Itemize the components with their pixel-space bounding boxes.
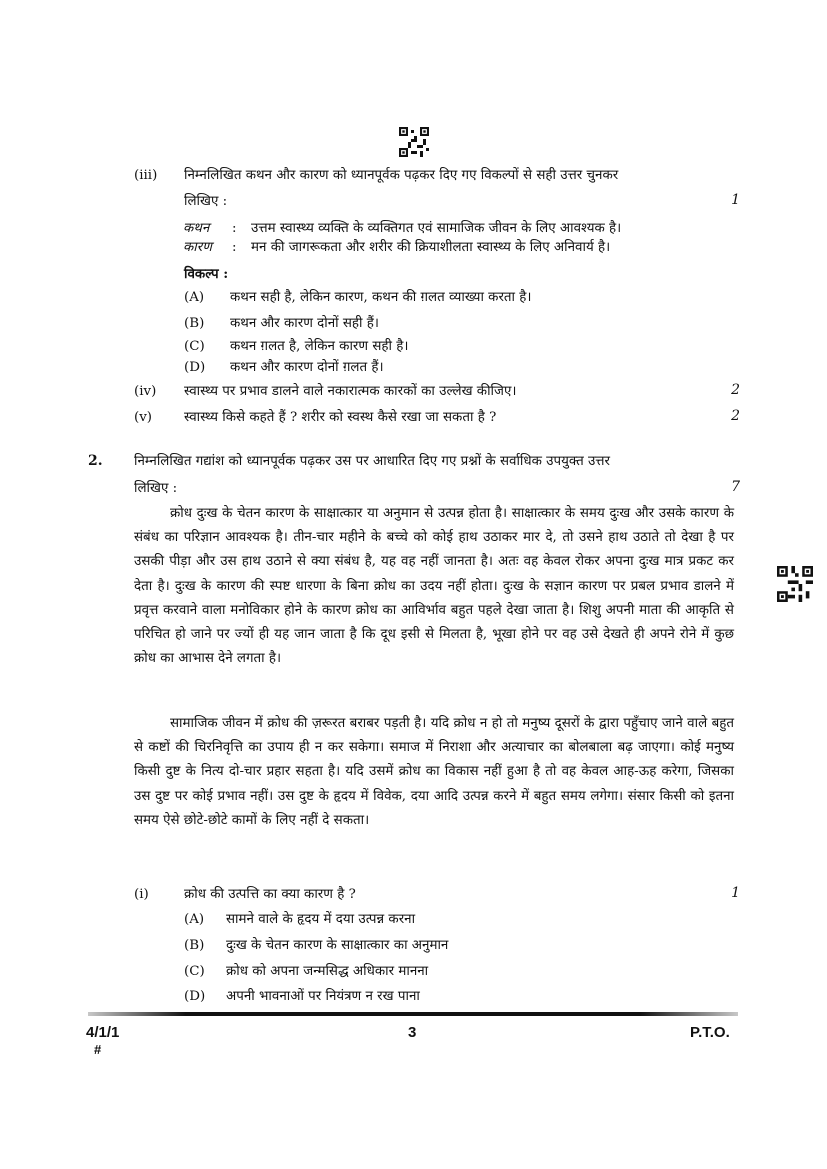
q-iv-label: (iv)	[134, 384, 157, 399]
karan-label: कारण	[183, 240, 212, 255]
option-key: (A)	[184, 912, 205, 927]
q-v-label: (v)	[134, 410, 153, 425]
option-key: (C)	[184, 964, 205, 979]
q-iv-marks: 2	[731, 382, 740, 398]
q2-instruction-line2: लिखिए :	[134, 481, 178, 496]
page-number: 3	[408, 1024, 417, 1041]
q-iv-text: स्वास्थ्य पर प्रभाव डालने वाले नकारात्मक कारकों का उल्लेख कीजिए।	[184, 384, 517, 399]
q2-i-label: (i)	[134, 887, 149, 902]
q2-i-text: क्रोध की उत्पत्ति का क्या कारण है ?	[184, 887, 356, 902]
q2-instruction-line1: निम्नलिखित गद्यांश को ध्यानपूर्वक पढ़कर उस पर आधारित दिए गए प्रश्नों के सर्वाधिक उपयुक्त उत्तर	[134, 454, 611, 469]
q2-number: 2.	[88, 453, 103, 469]
footer-rule	[88, 1012, 738, 1016]
q-iii-text-line2: लिखिए :	[184, 194, 228, 209]
hash-mark: #	[94, 1042, 102, 1057]
option-text: कथन और कारण दोनों ग़लत हैं।	[230, 360, 384, 375]
option-key: (D)	[184, 989, 206, 1004]
passage-paragraph-1: क्रोध दुःख के चेतन कारण के साक्षात्कार या अनुमान से उत्पन्न होता है। साक्षात्कार के समय दुःख और उसके कारण के संबंध का परिज्ञान आवश्यक है। तीन-चार महीने के बच्चे को कोई हाथ उठाकर मार दे, तो उसने हाथ उठाते तो देखा है पर उसकी पीड़ा और उस हाथ उठाने से क्या संबंध है, यह वह नहीं जानता है। अतः वह केवल रोकर अपना दुःख मात्र प्रकट कर देता है। दुःख के कारण की स्पष्ट धारणा के बिना क्रोध का उदय नहीं होता। दुःख के सज्ञान कारण पर प्रबल प्रभाव डालने में प्रवृत्त करवाने वाला मनोविकार होने के कारण क्रोध का आविर्भाव बहुत पहले देखा जाता है। शिशु अपनी माता की आकृति से परिचित हो जाने पर ज्यों ही यह जान जाता है कि दूध इसी से मिलता है, भूखा होने पर वह उसे देखते ही अपने रोने में कुछ क्रोध का आभास देने लगता है।	[134, 506, 734, 667]
kathan-label: कथन	[183, 221, 210, 236]
option-key: (D)	[184, 360, 206, 375]
option-text: अपनी भावनाओं पर नियंत्रण न रख पाना	[226, 989, 420, 1004]
q-iii-marks: 1	[731, 192, 740, 208]
option-key: (B)	[184, 316, 205, 331]
pto-label: P.T.O.	[690, 1024, 730, 1041]
kathan-text: उत्तम स्वास्थ्य व्यक्ति के व्यक्तिगत एवं सामाजिक जीवन के लिए आवश्यक है।	[251, 221, 622, 236]
qr-code-top	[399, 127, 429, 157]
option-text: कथन और कारण दोनों सही हैं।	[230, 316, 379, 331]
option-key: (B)	[184, 938, 205, 953]
qr-code-side	[777, 565, 813, 603]
option-text: क्रोध को अपना जन्मसिद्ध अधिकार मानना	[226, 964, 429, 979]
option-text: सामने वाले के हृदय में दया उत्पन्न करना	[226, 912, 416, 927]
q-v-marks: 2	[731, 408, 740, 424]
q-iii-label: (iii)	[134, 168, 158, 183]
option-key: (A)	[184, 290, 205, 305]
option-key: (C)	[184, 339, 205, 354]
passage-paragraph-2: सामाजिक जीवन में क्रोध की ज़रूरत बराबर पड़ती है। यदि क्रोध न हो तो मनुष्य दूसरों के द्वारा पहुँचाए जाने वाले बहुत से कष्टों की चिरनिवृत्ति का उपाय ही न कर सकेगा। समाज में निराशा और अत्याचार का बोलबाला बढ़ जाएगा। कोई मनुष्य किसी दुष्ट के नित्य दो-चार प्रहार सहता है। यदि उसमें क्रोध का विकास नहीं हुआ है तो वह केवल आह-ऊह करेगा, जिसका उस दुष्ट पर कोई प्रभाव नहीं। उस दुष्ट के हृदय में विवेक, दया आदि उत्पन्न करने में बहुत समय लगेगा। संसार किसी को इतना समय ऐसे छोटे-छोटे कामों के लिए नहीं दे सकता।	[134, 716, 734, 828]
karan-colon: :	[232, 240, 237, 255]
q2-i-marks: 1	[731, 885, 740, 901]
kathan-colon: :	[232, 221, 237, 236]
karan-text: मन की जागरूकता और शरीर की क्रियाशीलता स्वास्थ्य के लिए अनिवार्य है।	[251, 240, 611, 255]
q-iii-text-line1: निम्नलिखित कथन और कारण को ध्यानपूर्वक पढ़कर दिए गए विकल्पों से सही उत्तर चुनकर	[184, 168, 619, 183]
paper-code: 4/1/1	[86, 1024, 120, 1041]
options-heading: विकल्प :	[184, 266, 229, 282]
option-text: कथन सही है, लेकिन कारण, कथन की ग़लत व्याख्या करता है।	[230, 290, 532, 305]
option-text: दुःख के चेतन कारण के साक्षात्कार का अनुमान	[226, 938, 449, 953]
q-v-text: स्वास्थ्य किसे कहते हैं ? शरीर को स्वस्थ कैसे रखा जा सकता है ?	[184, 410, 497, 425]
q2-marks: 7	[731, 479, 740, 495]
option-text: कथन ग़लत है, लेकिन कारण सही है।	[230, 339, 409, 354]
